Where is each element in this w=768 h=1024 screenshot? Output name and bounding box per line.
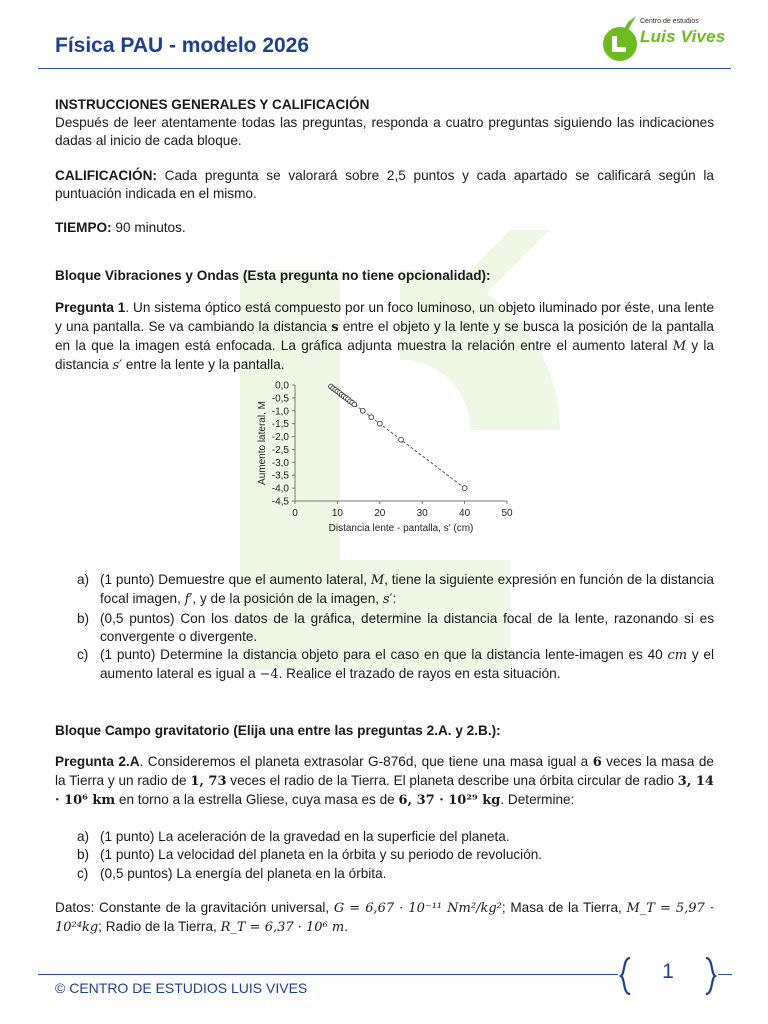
page-number: 1 <box>662 960 674 983</box>
data-point <box>462 486 467 491</box>
y-tick-label: -1,0 <box>271 406 289 418</box>
grading-text: Cada pregunta se valorará sobre 2,5 puntos y cada apartado se calificará según la puntuación indicada en el mismo. <box>55 167 714 201</box>
x-tick-label: 30 <box>416 508 428 520</box>
item-label: a) <box>77 829 90 845</box>
y-tick-label: -1,5 <box>271 419 289 431</box>
var-s: s <box>331 319 339 335</box>
x-tick-label: 40 <box>459 508 471 520</box>
data-point <box>377 422 382 427</box>
item-text: y el aumento lateral es igual a <box>100 647 714 682</box>
list-item <box>55 828 714 846</box>
time-text: 90 minutos. <box>111 220 186 236</box>
list-item <box>55 646 714 684</box>
data-paragraph <box>55 899 714 937</box>
item-text: (0,5 puntos) Con los datos de la gráfica, determine la distancia focal de la lente, razonando si es convergente o divergente. <box>100 610 714 644</box>
item-text: (1 punto) La aceleración de la gravedad en la superficie del planeta. <box>100 829 510 845</box>
item-text: (1 punto) Determine la distancia objeto para el caso en que la distancia lente-imagen es 40 <box>100 647 668 663</box>
question2a-text <box>55 753 714 811</box>
item-text: , y de la posición de la imagen, <box>192 591 383 607</box>
var-M: M <box>672 338 687 354</box>
question1-part: entre el objeto y la lente y se busca la posición de la pantalla en la que la imagen está enfocada. La gráfica adjunta muestra la relación entre el aumento lateral <box>55 318 714 353</box>
instructions-heading: INSTRUCCIONES GENERALES Y CALIFICACIÓN <box>55 97 370 112</box>
data-text: ; Masa de la Tierra, <box>501 899 627 915</box>
data-point <box>352 402 357 407</box>
question2a-items <box>55 828 714 883</box>
item-math: M <box>370 573 385 589</box>
data-text: ; Radio de la Tierra, <box>98 919 221 935</box>
x-tick-label: 10 <box>331 508 343 520</box>
y-tick-label: 0,0 <box>275 380 289 392</box>
item-math: f′ <box>184 592 193 608</box>
radius-factor: 1, 73 <box>190 773 227 789</box>
list-item <box>55 571 714 609</box>
question2a-part: en torno a la estrella Gliese, cuya masa es de <box>115 792 399 808</box>
question2a-part: . Consideremos el planeta extrasolar G-876d, que tiene una masa igual a <box>139 753 593 769</box>
item-text: (0,5 puntos) La energía del planeta en la órbita. <box>100 865 387 881</box>
grading-paragraph <box>55 167 714 203</box>
chart-container <box>55 377 714 557</box>
item-label: c) <box>77 647 89 663</box>
instructions-text: Después de leer atentamente todas las preguntas, responda a cuatro preguntas siguiendo las indicaciones dadas al inicio de cada bloque. <box>55 115 714 149</box>
item-label: b) <box>77 847 90 863</box>
item-text: (1 punto) Demuestre que el aumento lateral, <box>100 572 371 588</box>
block2-heading: Bloque Campo gravitatorio (Elija una entre las preguntas 2.A. y 2.B.): <box>55 723 501 739</box>
item-label: a) <box>77 572 90 588</box>
list-item <box>55 846 714 864</box>
item-math: cm <box>667 648 688 664</box>
item-text: , tiene la siguiente expresión en función de la distancia focal imagen, <box>100 572 714 607</box>
page-title: Física PAU - modelo 2026 <box>55 34 310 57</box>
earth-radius: R_T = 6,37 · 10⁶ m <box>220 920 345 936</box>
logo-name: Luis Vives <box>640 27 726 46</box>
item-text: : <box>392 591 397 607</box>
question1-text <box>55 299 714 375</box>
x-tick-label: 0 <box>292 508 298 520</box>
data-point <box>369 415 374 420</box>
x-axis-label: Distancia lente - pantalla, s' (cm) <box>328 523 474 535</box>
footer-copyright: © CENTRO DE ESTUDIOS LUIS VIVES <box>55 980 308 996</box>
header-divider <box>38 68 731 69</box>
var-s-prime: s′ <box>112 358 123 374</box>
question1-part: y la distancia <box>55 337 714 373</box>
magnification-chart <box>245 377 545 552</box>
question2a-label: Pregunta 2.A <box>55 753 140 769</box>
data-text: Datos: Constante de la gravitación universal, <box>55 899 334 915</box>
data-point <box>399 437 404 442</box>
question2a-part: . Determine: <box>500 792 575 808</box>
x-tick-label: 20 <box>374 508 386 520</box>
document-body <box>55 96 714 937</box>
item-label: b) <box>77 610 90 626</box>
orbit-radius: 3, 14 · 10⁶ km <box>55 773 714 809</box>
question1-part: . Un sistema óptico está compuesto por un foco luminoso, un objeto iluminado por éste, una lente y una pantalla. Se va cambiando la distancia <box>55 300 714 334</box>
y-tick-label: -2,0 <box>271 432 289 444</box>
time-label: TIEMPO: <box>55 220 112 236</box>
item-label: c) <box>77 865 89 881</box>
data-text: . <box>344 919 349 935</box>
time-paragraph <box>55 219 714 237</box>
list-item <box>55 865 714 883</box>
item-text: (1 punto) La velocidad del planeta en la órbita y su periodo de revolución. <box>100 847 543 863</box>
question1-part: entre la lente y la pantalla. <box>122 357 285 373</box>
question1-label: Pregunta 1 <box>55 300 126 316</box>
y-tick-label: -3,5 <box>271 470 289 482</box>
block1-heading: Bloque Vibraciones y Ondas (Esta pregunta no tiene opcionalidad): <box>55 268 491 284</box>
y-tick-label: -4,5 <box>271 496 289 508</box>
x-tick-label: 50 <box>501 508 513 520</box>
constant-G: G = 6,67 · 10⁻¹¹ Nm²/kg² <box>333 900 502 916</box>
y-axis-label: Aumento lateral, M <box>257 401 268 486</box>
y-tick-label: -2,5 <box>271 445 289 457</box>
question2a-part: veces el radio de la Tierra. El planeta describe una órbita circular de radio <box>226 772 678 788</box>
mass-factor: 6 <box>592 754 602 770</box>
data-point <box>360 409 365 414</box>
footer-divider-right <box>718 974 732 975</box>
star-mass: 6, 37 · 10²⁹ kg <box>398 793 501 809</box>
y-tick-label: -0,5 <box>271 393 289 405</box>
question2a-part: veces la masa de la Tierra y un radio de <box>55 753 714 788</box>
y-tick-label: -3,0 <box>271 458 289 470</box>
list-item <box>55 610 714 646</box>
footer-divider <box>38 974 618 975</box>
question1-items <box>55 571 714 684</box>
item-math: s′ <box>382 592 393 608</box>
item-text: . Realice el trazado de rayos en esta situación. <box>278 666 561 682</box>
logo-subtitle: Centro de estudios <box>640 18 699 25</box>
earth-mass: M_T = 5,97 · 10²⁴kg <box>55 900 714 936</box>
y-tick-label: -4,0 <box>271 483 289 495</box>
grading-label: CALIFICACIÓN: <box>55 167 157 183</box>
item-math: −4 <box>259 667 279 683</box>
